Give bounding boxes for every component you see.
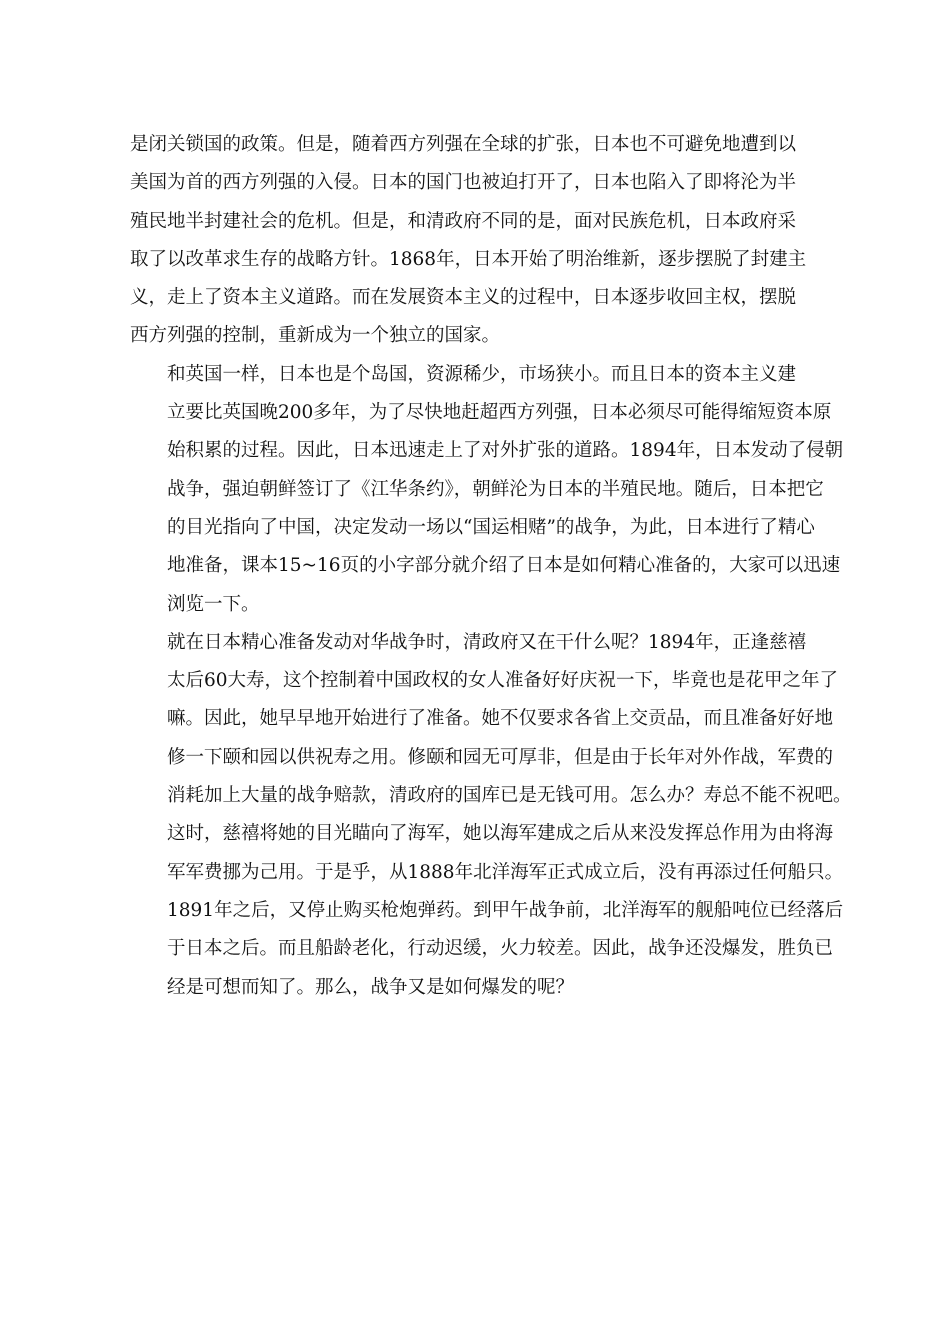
paragraph-1: [130, 126, 830, 356]
text-line: 是闭关锁国的政策。但是，随着西方列强在全球的扩张，日本也不可避免地遭到以: [130, 134, 797, 155]
text-line: 的目光指向了中国，决定发动一场以“国运相赌”的战争，为此，日本进行了精心: [167, 516, 815, 538]
text-line: 和英国一样，日本也是个岛国，资源稀少，市场狭小。而且日本的资本主义建: [167, 363, 797, 385]
text-line: 1891年之后，又停止购买枪炮弹药。到甲午战争前，北洋海军的舰船吨位已经落后: [167, 899, 844, 921]
text-line: 就在日本精心准备发动对华战争时，清政府又在干什么呢？1894年，正逢慈禧: [167, 631, 807, 653]
text-line: 立要比英国晚200多年，为了尽快地赶超西方列强，日本必须尽可能得缩短资本原: [167, 402, 832, 424]
text-line: 太后60大寿，这个控制着中国政权的女人准备好好庆祝一下，毕竟也是花甲之年了: [167, 670, 839, 692]
text-line: 西方列强的控制，重新成为一个独立的国家。: [130, 325, 501, 347]
text-line: 修一下颐和园以供祝寿之用。修颐和园无可厚非，但是由于长年对外作战，军费的: [167, 746, 834, 768]
text-line: 美国为首的西方列强的入侵。日本的国门也被迫打开了，日本也陷入了即将沦为半: [130, 172, 797, 194]
document-page: [130, 126, 852, 1007]
text-line: 地准备，课本15~16页的小字部分就介绍了日本是如何精心准备的，大家可以迅速: [167, 555, 841, 577]
text-line: 战争，强迫朝鲜签订了《江华条约》，朝鲜沦为日本的半殖民地。随后，日本把它: [167, 478, 824, 500]
paragraph-3: [130, 624, 852, 1007]
text-line: 这时，慈禧将她的目光瞄向了海军，她以海军建成之后从来没发挥总作用为由将海: [167, 823, 834, 845]
text-line: 殖民地半封建社会的危机。但是，和清政府不同的是，面对民族危机，日本政府采: [130, 210, 797, 232]
paragraph-2: [130, 356, 844, 624]
text-line: 浏览一下。: [167, 593, 260, 615]
text-line: 经是可想而知了。那么，战争又是如何爆发的呢？: [167, 976, 575, 998]
text-line: 消耗加上大量的战争赔款，清政府的国库已是无钱可用。怎么办？寿总不能不祝吧。: [167, 785, 852, 807]
text-line: 军军费挪为己用。于是乎，从1888年北洋海军正式成立后，没有再添过任何船只。: [167, 861, 844, 883]
text-line: 取了以改革求生存的战略方针。1868年，日本开始了明治维新，逐步摆脱了封建主: [130, 248, 807, 270]
text-line: 义，走上了资本主义道路。而在发展资本主义的过程中，日本逐步收回主权，摆脱: [130, 287, 797, 309]
text-line: 始积累的过程。因此，日本迅速走上了对外扩张的道路。1894年，日本发动了侵朝: [167, 440, 844, 462]
text-line: 于日本之后。而且船龄老化，行动迟缓，火力较差。因此，战争还没爆发，胜负已: [167, 938, 834, 960]
text-line: 嘛。因此，她早早地开始进行了准备。她不仅要求各省上交贡品，而且准备好好地: [167, 708, 834, 730]
